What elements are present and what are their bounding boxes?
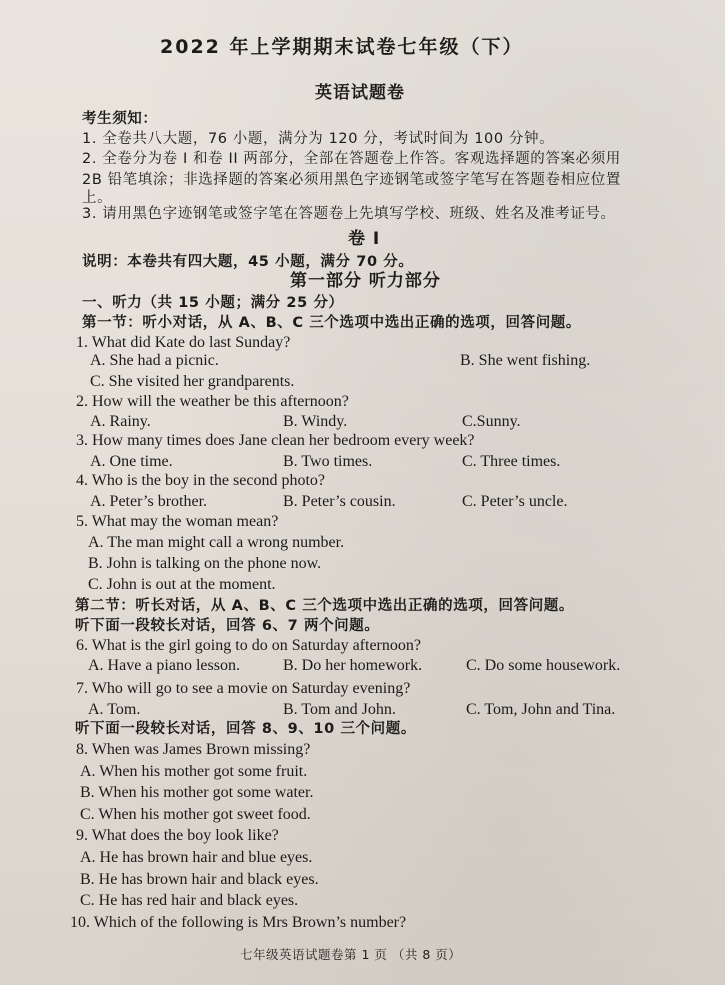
q2-option-a: A. Rainy. <box>90 413 151 430</box>
q9-option-c: C. He has red hair and black eyes. <box>80 892 299 909</box>
q2-option-c: C.Sunny. <box>462 413 521 430</box>
question-9: 9. What does the boy look like? <box>76 827 279 844</box>
long-dialogue-2: 听下面一段较长对话，回答 8、9、10 三个问题。 <box>75 721 416 737</box>
question-1: 1. What did Kate do last Sunday? <box>76 334 291 351</box>
q9-option-b: B. He has brown hair and black eyes. <box>80 871 319 888</box>
q8-option-c: C. When his mother got sweet food. <box>80 806 311 823</box>
q5-option-a: A. The man might call a wrong number. <box>88 534 345 551</box>
q4-option-a: A. Peter’s brother. <box>90 493 208 510</box>
q1-option-a: A. She had a picnic. <box>90 352 219 369</box>
question-6: 6. What is the girl going to do on Saturday afternoon? <box>76 637 421 654</box>
q2-option-b: B. Windy. <box>283 413 348 430</box>
exam-title: 2022 年上学期期末试卷七年级（下） <box>160 36 524 58</box>
q1-option-c: C. She visited her grandparents. <box>90 373 295 390</box>
notice-item-2-cont: 2B 铅笔填涂；非选择题的答案必须用黑色字迹钢笔或签字笔写在答题卷相应位置 <box>82 172 621 188</box>
q5-option-c: C. John is out at the moment. <box>88 576 276 593</box>
q8-option-a: A. When his mother got some fruit. <box>80 763 308 780</box>
q8-option-b: B. When his mother got some water. <box>80 784 314 801</box>
q6-option-a: A. Have a piano lesson. <box>88 657 240 674</box>
section-2-instruction: 第二节：听长对话，从 A、B、C 三个选项中选出正确的选项，回答问题。 <box>75 598 575 614</box>
question-2: 2. How will the weather be this afternoon? <box>76 393 349 410</box>
q6-option-b: B. Do her homework. <box>283 657 423 674</box>
question-3: 3. How many times does Jane clean her bedroom every week? <box>76 432 475 449</box>
listening-heading: 一、听力（共 15 小题；满分 25 分） <box>82 295 344 311</box>
section-1-instruction: 第一节：听小对话，从 A、B、C 三个选项中选出正确的选项，回答问题。 <box>82 315 582 331</box>
q3-option-a: A. One time. <box>90 453 173 470</box>
q5-option-b: B. John is talking on the phone now. <box>88 555 322 572</box>
question-10: 10. Which of the following is Mrs Brown’s number? <box>70 914 407 931</box>
q1-option-b: B. She went fishing. <box>460 352 591 369</box>
q7-option-c: C. Tom, John and Tina. <box>466 701 616 718</box>
q3-option-b: B. Two times. <box>283 453 373 470</box>
notice-heading: 考生须知： <box>82 111 158 127</box>
notice-item-2-end: 上。 <box>82 190 113 206</box>
q4-option-c: C. Peter’s uncle. <box>462 493 568 510</box>
part-title: 第一部分 听力部分 <box>290 271 441 291</box>
question-8: 8. When was James Brown missing? <box>76 741 311 758</box>
exam-subtitle: 英语试题卷 <box>315 83 405 103</box>
question-7: 7. Who will go to see a movie on Saturday evening? <box>76 680 411 697</box>
q9-option-a: A. He has brown hair and blue eyes. <box>80 849 313 866</box>
volume-title: 卷 I <box>348 229 381 249</box>
volume-note: 说明：本卷共有四大题，45 小题，满分 70 分。 <box>82 254 414 270</box>
page-footer: 七年级英语试题卷第 1 页 （共 8 页） <box>240 947 462 962</box>
q6-option-c: C. Do some housework. <box>466 657 621 674</box>
q4-option-b: B. Peter’s cousin. <box>283 493 396 510</box>
q7-option-b: B. Tom and John. <box>283 701 396 718</box>
notice-item-3: 3. 请用黑色字迹钢笔或签字笔在答题卷上先填写学校、班级、姓名及准考证号。 <box>82 206 616 222</box>
question-4: 4. Who is the boy in the second photo? <box>76 472 325 489</box>
q3-option-c: C. Three times. <box>462 453 561 470</box>
q7-option-a: A. Tom. <box>88 701 141 718</box>
notice-item-1: 1. 全卷共八大题，76 小题，满分为 120 分，考试时间为 100 分钟。 <box>82 131 555 147</box>
long-dialogue-1: 听下面一段较长对话，回答 6、7 两个问题。 <box>75 618 380 634</box>
notice-item-2: 2. 全卷分为卷 I 和卷 II 两部分，全部在答题卷上作答。客观选择题的答案必须用 <box>82 151 621 167</box>
question-5: 5. What may the woman mean? <box>76 513 279 530</box>
